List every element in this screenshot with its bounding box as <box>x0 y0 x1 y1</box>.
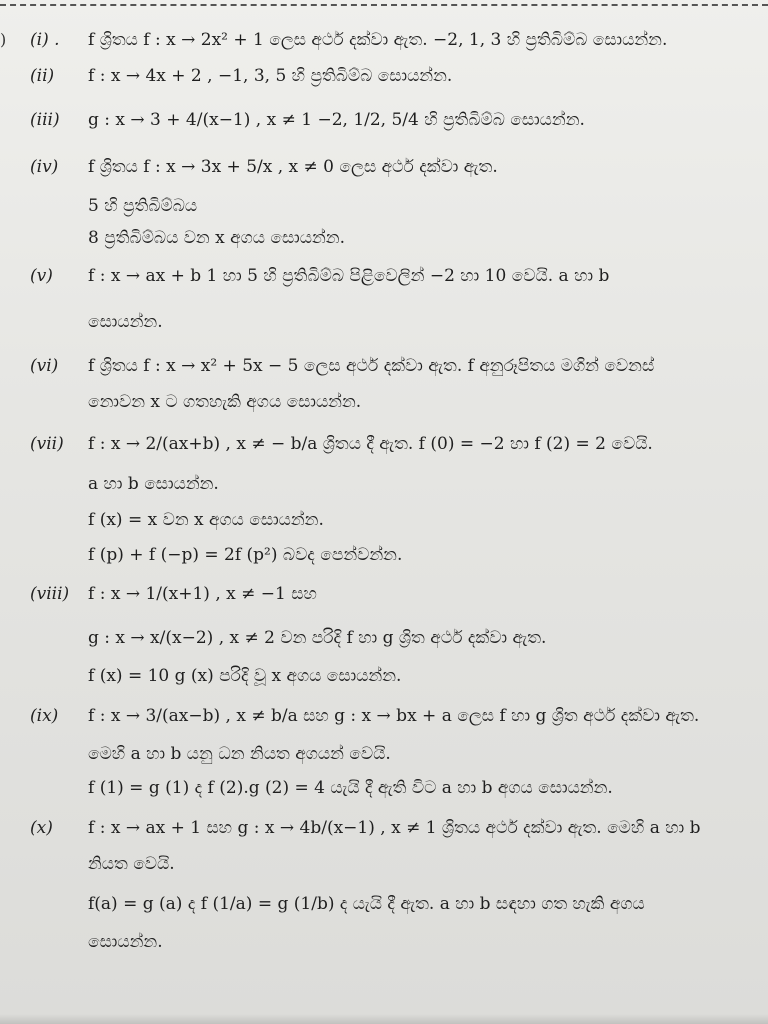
question-text: f : x → ax + 1 සහ g : x → 4b/(x−1) , x ≠ 1 ශ්‍රිතය අර්ථ දක්වා ඇත. මෙහි a හා b <box>88 818 701 838</box>
question-text: a හා b සොයන්න. <box>88 474 219 494</box>
question-text: f : x → 4x + 2 , −1, 3, 5 හි ප්‍රතිබිම්බ සොයන්න. <box>88 66 453 86</box>
question-label: (viii) <box>30 584 70 604</box>
question-text: මෙහි a හා b යනු ධන නියත අගයන් වෙයි. <box>88 744 391 764</box>
question-text: f : x → 3/(ax−b) , x ≠ b/a සහ g : x → bx + a ලෙස f හා g ශ්‍රිත අර්ථ දක්වා ඇත. <box>88 706 700 726</box>
question-label: (i) . <box>30 30 60 50</box>
question-text: සොයන්න. <box>88 312 163 332</box>
question-label: (v) <box>30 266 53 286</box>
question-label: (x) <box>30 818 53 838</box>
question-label: (iii) <box>30 110 60 130</box>
question-label: (vii) <box>30 434 64 454</box>
question-text: නියත වෙයි. <box>88 854 175 874</box>
question-text: f ශ්‍රිතය f : x → 3x + 5/x , x ≠ 0 ලෙස අර්ථ දක්වා ඇත. <box>88 157 498 177</box>
question-text: f (p) + f (−p) = 2f (p²) බවද පෙන්වන්න. <box>88 545 403 565</box>
question-text: f (x) = 10 g (x) පරිදි වූ x අගය සොයන්න. <box>88 666 402 686</box>
question-text: 8 ප්‍රතිබිම්බය වන x අගය සොයන්න. <box>88 228 345 248</box>
question-text: f (1) = g (1) ද f (2).g (2) = 4 යැයි දී ඇති විට a හා b අගය සොයන්න. <box>88 778 613 798</box>
question-text: 5 හි ප්‍රතිබිම්බය <box>88 196 198 216</box>
question-text: f(a) = g (a) ද f (1/a) = g (1/b) ද යැයි දී ඇත. a හා b සඳහා ගත හැකි අගය <box>88 894 645 914</box>
question-text: f ශ්‍රිතය f : x → x² + 5x − 5 ලෙස අර්ථ දක්වා ඇත. f අනුරූපිතය මගින් වෙනස් <box>88 356 655 376</box>
question-text: f : x → 2/(ax+b) , x ≠ − b/a ශ්‍රිතය දී ඇත. f (0) = −2 හා f (2) = 2 වෙයි. <box>88 434 653 454</box>
page-bottom-shadow <box>0 1014 768 1024</box>
question-text: g : x → 3 + 4/(x−1) , x ≠ 1 −2, 1/2, 5/4 හි ප්‍රතිබිම්බ සොයන්න. <box>88 110 585 130</box>
question-text: f : x → ax + b 1 හා 5 හි ප්‍රතිබිම්බ පිළිවෙලින් −2 හා 10 වෙයි. a හා b <box>88 266 610 286</box>
question-label: (ix) <box>30 706 59 726</box>
question-label: (vi) <box>30 356 59 376</box>
question-text: f ශ්‍රිතය f : x → 2x² + 1 ලෙස අර්ථ දක්වා ඇත. −2, 1, 3 හි ප්‍රතිබිම්බ සොයන්න. <box>88 30 668 50</box>
question-label: (ii) <box>30 66 55 86</box>
question-text: f (x) = x වන x අගය සොයන්න. <box>88 510 324 530</box>
torn-edge-divider <box>0 4 768 6</box>
question-text: f : x → 1/(x+1) , x ≠ −1 සහ <box>88 584 317 604</box>
question-label: (iv) <box>30 157 59 177</box>
question-text: නොවන x ට ගතහැකි අගය සොයන්න. <box>88 392 362 412</box>
question-text: g : x → x/(x−2) , x ≠ 2 වන පරිදි f හා g ශ්‍රිත අර්ථ දක්වා ඇත. <box>88 628 547 648</box>
margin-mark: ) <box>0 30 7 49</box>
question-text: සොයන්න. <box>88 932 163 952</box>
